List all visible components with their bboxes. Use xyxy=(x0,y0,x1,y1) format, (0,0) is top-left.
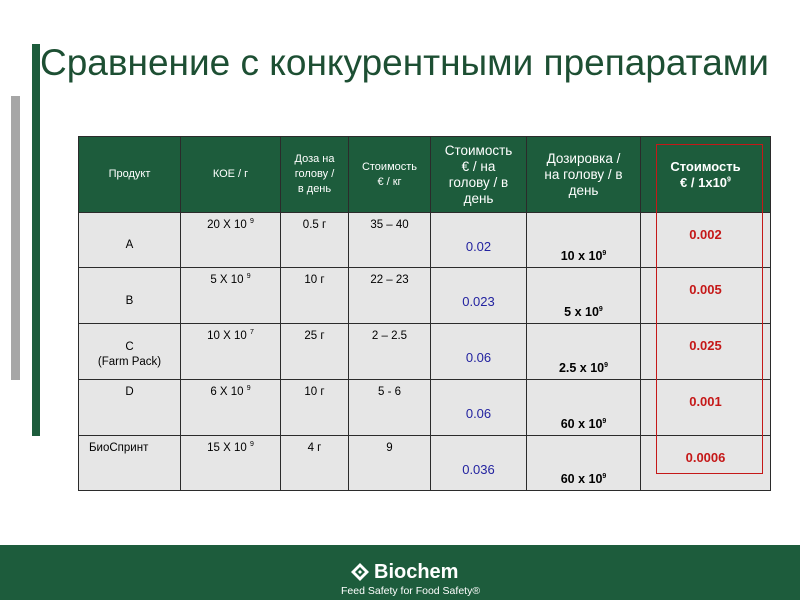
cell-price: 5 - 6 xyxy=(349,380,431,436)
cell-product: A xyxy=(79,213,181,268)
cell-price: 35 – 40 xyxy=(349,213,431,268)
cell-cost: 0.06 xyxy=(431,324,527,380)
accent-bar-green xyxy=(32,44,40,436)
header-cost-per-billion: Стоимость € / $1x10^9$ xyxy=(641,137,771,213)
slide-title: Сравнение с конкурентными препаратами xyxy=(40,42,769,83)
header-dose: Доза на голову / в день xyxy=(281,137,349,213)
table-header-row xyxy=(79,137,771,213)
table-row xyxy=(79,268,771,324)
cell-cfu: 20 X 10 $^9$ xyxy=(181,213,281,268)
cell-dosage: 2.5 x $10^9$ xyxy=(527,324,641,380)
cell-dosage: 60 x $10^9$ xyxy=(527,380,641,436)
cell-dose: 10 г xyxy=(281,268,349,324)
cell-cost-per-billion: 0.0006 xyxy=(641,436,771,491)
header-product: Продукт xyxy=(79,137,181,213)
comparison-table-wrapper xyxy=(78,136,770,490)
cell-dosage: 60 x $10^9$ xyxy=(527,436,641,491)
cell-dosage: 10 x $10^9$ xyxy=(527,213,641,268)
header-price: Стоимость € / кг xyxy=(349,137,431,213)
cell-cfu: 10 X 10 $^7$ xyxy=(181,324,281,380)
logo-text: Biochem xyxy=(374,560,459,583)
cell-price: 9 xyxy=(349,436,431,491)
cell-dose: 10 г xyxy=(281,380,349,436)
cell-cost-per-billion: 0.025 xyxy=(641,324,771,380)
cell-cost: 0.036 xyxy=(431,436,527,491)
cell-cfu: 15 X 10 $^9$ xyxy=(181,436,281,491)
cell-dose: 25 г xyxy=(281,324,349,380)
cell-product: B xyxy=(79,268,181,324)
cell-price: 2 – 2.5 xyxy=(349,324,431,380)
cell-dose: 4 г xyxy=(281,436,349,491)
cell-cost-per-billion: 0.002 xyxy=(641,213,771,268)
cell-dosage: 5 x $10^9$ xyxy=(527,268,641,324)
biochem-logo xyxy=(350,560,458,584)
cell-product: БиоСпринт xyxy=(79,436,181,491)
cell-cost: 0.06 xyxy=(431,380,527,436)
table-row xyxy=(79,436,771,491)
cell-price: 22 – 23 xyxy=(349,268,431,324)
biochem-logo-icon xyxy=(350,562,370,582)
header-cfu: КОЕ / г xyxy=(181,137,281,213)
cell-cost-per-billion: 0.005 xyxy=(641,268,771,324)
header-dosage: Дозировка / на голову / в день xyxy=(527,137,641,213)
accent-bar-grey xyxy=(11,96,20,380)
cell-product: D xyxy=(79,380,181,436)
table-row xyxy=(79,380,771,436)
cell-cost: 0.023 xyxy=(431,268,527,324)
header-cost-per-head: Стоимость € / на голову / в день xyxy=(431,137,527,213)
cell-product: C (Farm Pack) xyxy=(79,324,181,380)
cell-cost: 0.02 xyxy=(431,213,527,268)
cell-dose: 0.5 г xyxy=(281,213,349,268)
table-row xyxy=(79,324,771,380)
cell-cost-per-billion: 0.001 xyxy=(641,380,771,436)
footer-tagline: Feed Safety for Food Safety® xyxy=(341,585,481,597)
cell-cfu: 6 X 10 $^9$ xyxy=(181,380,281,436)
table-row xyxy=(79,213,771,268)
cell-cfu: 5 X 10 $^9$ xyxy=(181,268,281,324)
comparison-table xyxy=(78,136,771,491)
